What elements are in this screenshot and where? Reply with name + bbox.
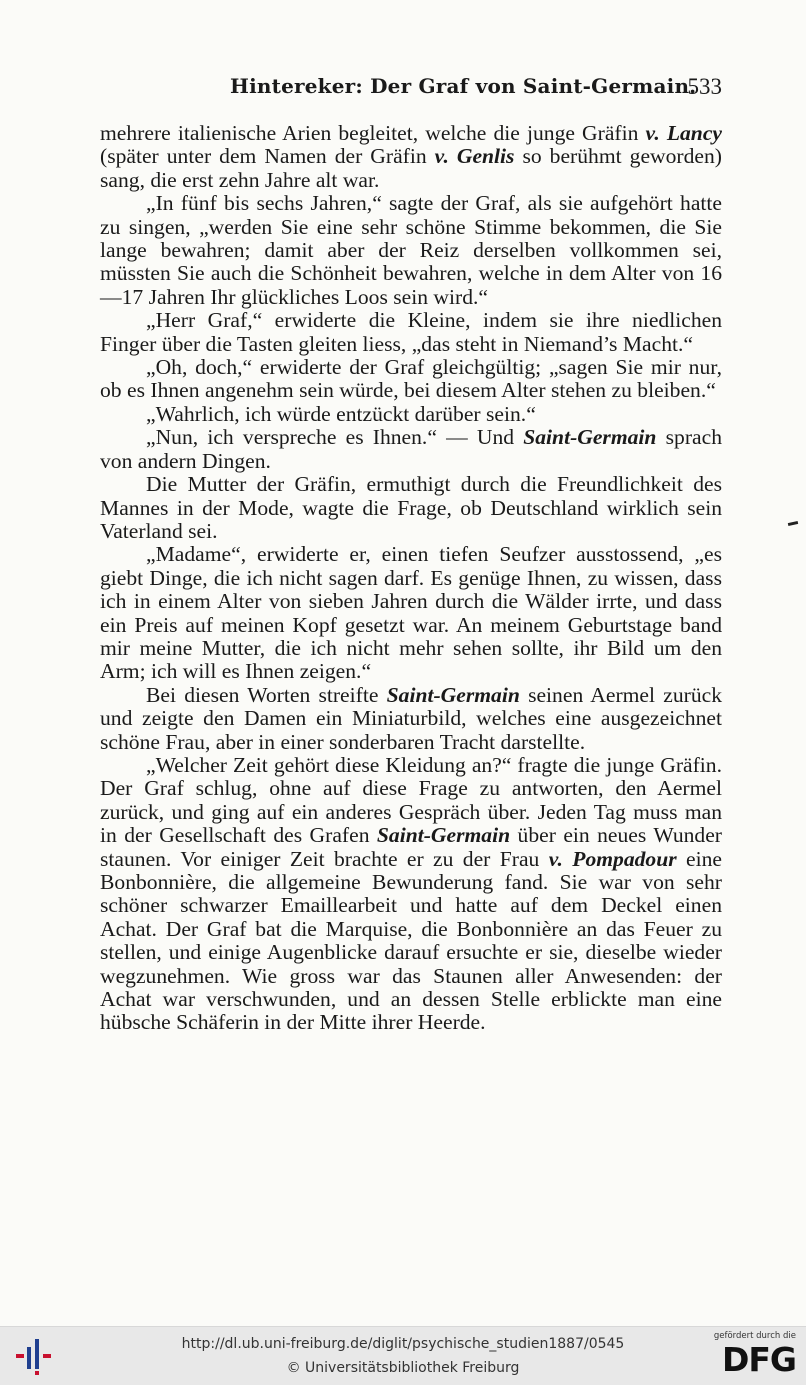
- body-text: [100, 122, 722, 1035]
- text-run: seinen Aermel zurück und zeigte den Damen ein Miniaturbild, welches eine ausgezeichnet schöne Frau, aber in einer sonderbaren Tracht darstellte.: [100, 682, 722, 754]
- paragraph: [100, 309, 722, 356]
- italic-name: v. Lancy: [645, 121, 722, 145]
- paragraph: [100, 473, 722, 543]
- italic-name: Saint-Germain: [376, 823, 511, 848]
- text-run: über ein neues Wunder staunen. Vor einiger Zeit brachte er zu der Frau: [100, 823, 723, 871]
- text-run: „Madame“, erwiderte er, einen tiefen Seufzer ausstossend, „es giebt Dinge, die ich nicht sagen darf. Es genüge Ihnen, zu wissen, dass ich in einem Alter von sieben Jahren durch die Wälder irrte, und dass ein Preis auf meinen Kopf gesetzt war. An meinem Geburtstage band mir meine Mutter, die ich nicht mehr sehen sollte, ihr Bild um den Arm; ich will es Ihnen zeigen.“: [100, 542, 722, 684]
- paragraph: [100, 122, 722, 192]
- text-run: „Nun, ich verspreche es Ihnen.“ — Und: [146, 425, 524, 450]
- paragraph: [100, 403, 722, 426]
- dfg-logo-text: DFG: [721, 1340, 796, 1379]
- text-run: mehrere italienische Arien begleitet, welche die junge Gräfin: [100, 121, 646, 145]
- text-run: (später unter dem Namen der Gräfin: [100, 144, 435, 169]
- text-run: „Herr Graf,“ erwiderte die Kleine, indem sie ihre niedlichen Finger über die Tasten gleiten liess, „das steht in Niemand’s Macht.“: [100, 308, 722, 356]
- text-run: Die Mutter der Gräfin, ermuthigt durch die Freundlichkeit des Mannes in der Mode, wagte die Frage, ob Deutschland wirklich sein Vaterland sei.: [100, 472, 722, 543]
- page-header: [100, 72, 722, 106]
- footer-copyright: © Universitätsbibliothek Freiburg: [286, 1360, 520, 1376]
- italic-name: v. Genlis: [434, 144, 515, 169]
- paragraph: [100, 754, 722, 1035]
- dfg-caption: gefördert durch die: [713, 1331, 796, 1341]
- paragraph: [100, 543, 722, 683]
- margin-mark: [788, 521, 798, 526]
- paragraph: [100, 356, 722, 403]
- viewer-footer: [0, 1326, 806, 1385]
- paragraph: [100, 684, 722, 754]
- paragraph: [100, 192, 722, 309]
- dfg-logo[interactable]: [710, 1331, 796, 1381]
- italic-name: Saint-Germain: [386, 682, 520, 707]
- text-run: „In fünf bis sechs Jahren,“ sagte der Graf, als sie aufgehört hatte zu singen, „werden Sie eine sehr schöne Stimme bekommen, die Sie lange bewahren; damit aber der Reiz derselben vollkommen sei, müssten Sie auch die Schönheit bewahren, welche in dem Alter von 16—17 Jahren Ihr glückliches Loos sein wird.“: [100, 191, 722, 309]
- text-run: sprach von andern Dingen.: [100, 425, 722, 473]
- text-run: „Wahrlich, ich würde entzückt darüber sein.“: [146, 401, 536, 426]
- running-head: Hintereker: Der Graf von Saint-Germain.: [230, 74, 697, 98]
- text-run: so berühmt geworden) sang, die erst zehn Jahre alt war.: [100, 144, 722, 192]
- text-run: „Welcher Zeit gehört diese Kleidung an?“ fragte die junge Gräfin. Der Graf schlug, ohne auf diese Frage zu antworten, den Aermel zurück, und ging auf ein anderes Gespräch über. Jeden Tag muss man in der Gesellschaft des Grafen: [100, 752, 722, 848]
- italic-name: v. Pompadour: [548, 846, 677, 871]
- paragraph: [100, 426, 722, 473]
- italic-name: Saint-Germain: [523, 425, 657, 450]
- footer-url-link[interactable]: http://dl.ub.uni-freiburg.de/diglit/psychische_studien1887/0545: [181, 1336, 625, 1352]
- text-run: eine Bonbonnière, die allgemeine Bewunderung fand. Sie war von sehr schöner schwarzer Emaillearbeit und hatte auf dem Deckel einen Achat. Der Graf bat die Marquise, die Bonbonnière an das Feuer zu stellen, und einige Augenblicke darauf ersuchte er sie, dieselbe wieder wegzunehmen. Wie gross war das Staunen aller Anwesenden: der Achat war verschwunden, und an dessen Stelle erblickte man eine hübsche Schäferin in der Mitte ihrer Heerde.: [100, 846, 722, 1035]
- page-number: 533: [687, 74, 722, 99]
- text-run: „Oh, doch,“ erwiderte der Graf gleichgültig; „sagen Sie mir nur, ob es Ihnen angenehm sein würde, bei diesem Alter stehen zu bleiben.“: [100, 355, 722, 403]
- text-run: Bei diesen Worten streifte: [146, 682, 387, 707]
